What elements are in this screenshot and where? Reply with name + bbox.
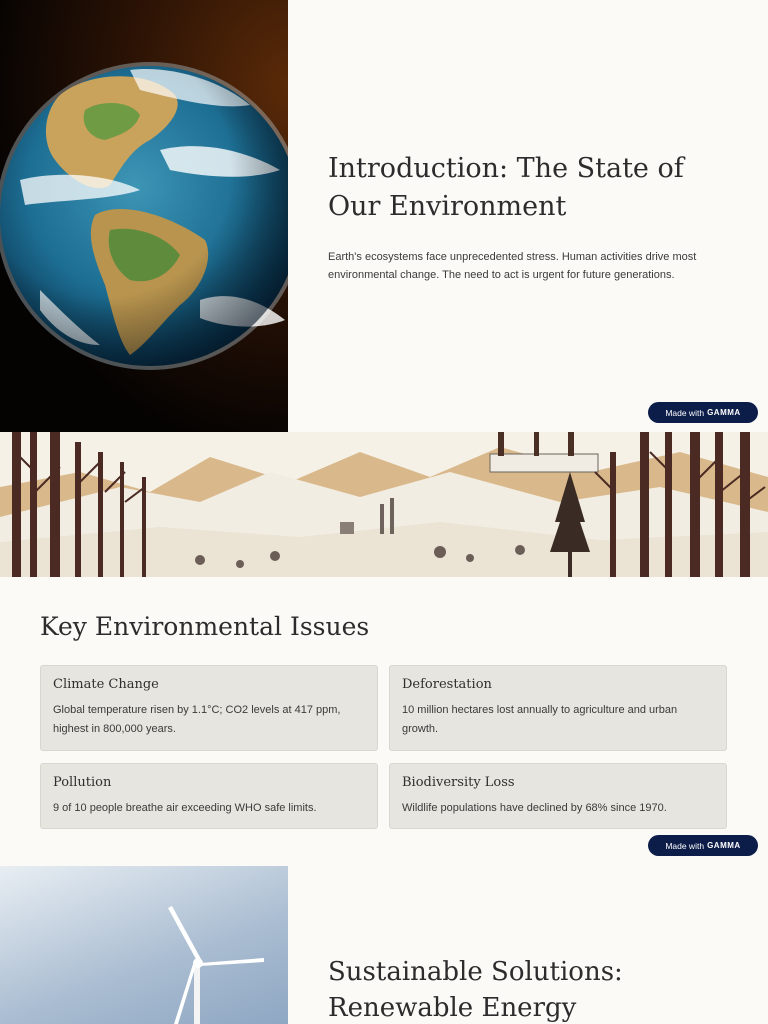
issue-card-climate-change (40, 665, 378, 751)
intro-text-block (328, 150, 738, 284)
issue-card-deforestation (389, 665, 727, 751)
issue-card-pollution (40, 763, 378, 829)
section-title: Key Environmental Issues (40, 612, 370, 641)
card-text: 9 of 10 people breathe air exceeding WHO safe limits. (53, 802, 317, 814)
deforestation-illustration (0, 432, 768, 577)
card-title: Deforestation (402, 677, 492, 692)
intro-paragraph: Earth's ecosystems face unprecedented stress. Human activities drive most environmental change. The need to act is urgent for future generations. (328, 251, 697, 281)
gamma-logo: GAMMA (707, 841, 741, 850)
wind-turbine-image (0, 866, 288, 1024)
card-text: Wildlife populations have declined by 68% since 1970. (402, 802, 667, 814)
slide-introduction (0, 0, 768, 432)
gamma-logo: GAMMA (707, 408, 741, 417)
card-text: 10 million hectares lost annually to agriculture and urban growth. (402, 704, 678, 735)
slide-renewable-energy (0, 866, 768, 1024)
card-title: Climate Change (53, 677, 159, 692)
made-with-gamma-badge[interactable] (648, 402, 758, 423)
badge-prefix: Made with (665, 407, 705, 418)
made-with-gamma-badge[interactable] (648, 835, 758, 856)
section-title: Sustainable Solutions: Renewable Energy (328, 957, 623, 1023)
badge-prefix: Made with (665, 840, 705, 851)
card-text: Global temperature risen by 1.1°C; CO2 levels at 417 ppm, highest in 800,000 years. (53, 704, 341, 735)
earth-image (0, 0, 288, 432)
issue-card-biodiversity-loss (389, 763, 727, 829)
slide-key-issues (0, 432, 768, 866)
page-title: Introduction: The State of Our Environment (328, 153, 684, 222)
card-title: Biodiversity Loss (402, 775, 515, 790)
card-title: Pollution (53, 775, 112, 790)
